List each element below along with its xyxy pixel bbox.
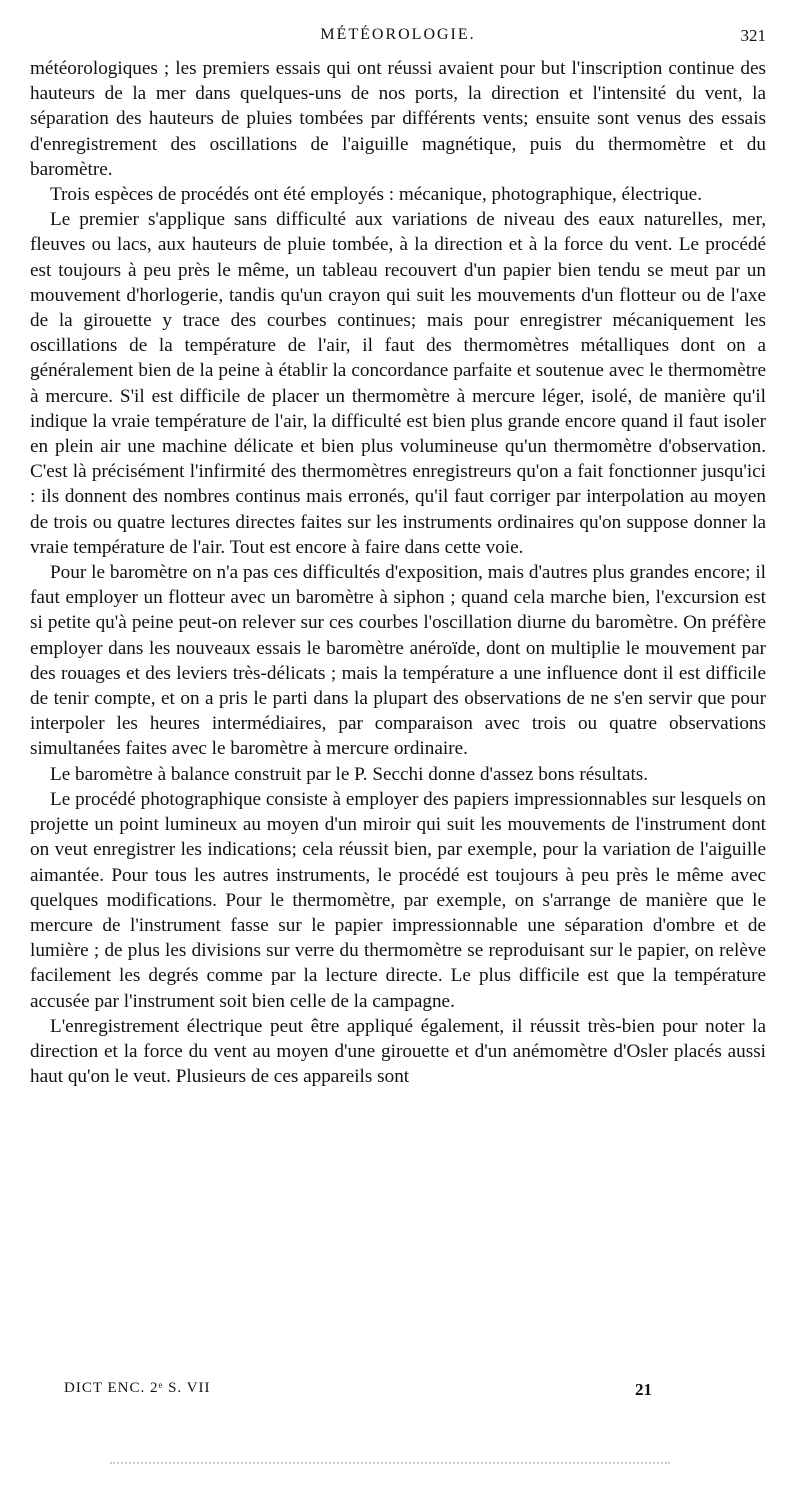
- paragraph: Le baromètre à balance construit par le P. Secchi donne d'assez bons résultats.: [50, 763, 649, 785]
- scan-artifact-marks: [110, 1462, 670, 1466]
- body-text: [30, 56, 766, 1089]
- sheet-number: 21: [635, 1380, 652, 1399]
- running-header: [30, 26, 766, 56]
- paragraph: météorologiques ; les premiers essais qui ont réussi avaient pour but l'inscription continue des hauteurs de la mer dans quelques-uns de nos ports, la direction et l'intensité du vent, la séparation des hauteurs de pluies tombées par différents vents; ensuite sont venus des essais d'enregistrement des oscillations de l'aiguille magnétique, puis du thermomètre et du baromètre.: [30, 58, 766, 180]
- running-title: MÉTÉOROLOGIE.: [320, 26, 476, 43]
- paragraph: Le procédé photographique consiste à employer des papiers impressionnables sur lesquels on projette un point lumineux au moyen d'un miroir qui suit les mouvements de l'instrument dont on veut enregistrer les indications; cela réussit bien, par exemple, pour la variation de l'aiguille aimantée. Pour tous les autres instruments, le procédé est toujours à peu près le même avec quelques modifications. Pour le thermomètre, par exemple, on s'arrange de manière que le mercure de l'instrument fasse sur le papier impressionnable une séparation d'ombre et de lumière ; de plus les divisions sur verre du thermomètre se reproduisant sur le papier, on relève facilement les degrés comme par la lecture directe. Le plus difficile est que la température accusée par l'instrument soit bien celle de la campagne.: [30, 788, 766, 1012]
- paragraph: Le premier s'applique sans difficulté aux variations de niveau des eaux naturelles, mer, fleuves ou lacs, aux hauteurs de pluie tombée, à la direction et à la force du vent. Le procédé est toujours à peu près le même, un tableau recouvert d'un papier bien tendu se meut par un mouvement d'horlogerie, tandis qu'un crayon qui suit les mouvements d'un flotteur ou de l'axe de la girouette y trace des courbes continues; mais pour enregistrer mécaniquement les oscillations de la température de l'air, il faut des thermomètres métalliques dont on a généralement bien de la peine à établir la concordance parfaite et soutenue avec le thermomètre à mercure. S'il est difficile de placer un thermomètre à mercure léger, isolé, de manière qu'il indique la vraie température de l'air, la difficulté est bien plus grande encore quand il faut isoler en plein air une machine délicate et bien plus volumineuse qu'un thermomètre d'observation. C'est là précisément l'infirmité des thermomètres enregistreurs qu'on a fait fonctionner jusqu'ici : ils donnent des nombres continus mais erronés, qu'il faut corriger par interpolation au moyen de trois ou quatre lectures directes faites sur les instruments ordinaires qu'on suppose donner la vraie température de l'air. Tout est encore à faire dans cette voie.: [30, 209, 766, 558]
- paragraph: L'enregistrement électrique peut être appliqué également, il réussit très-bien pour noter la direction et la force du vent au moyen d'une girouette et d'un anémomètre d'Osler placés aussi haut qu'on le veut. Plusieurs de ces appareils sont: [30, 1015, 766, 1088]
- page-footer: [64, 1380, 704, 1397]
- page: [30, 26, 766, 1089]
- printer-signature: DICT ENC. 2ᵉ S. VII: [64, 1380, 211, 1396]
- paragraph: Pour le baromètre on n'a pas ces difficultés d'exposition, mais d'autres plus grandes encore; il faut employer un flotteur avec un baromètre à siphon ; quand cela marche bien, l'excursion est si petite qu'à peine peut-on relever sur ces courbes l'oscillation diurne du baromètre. On préfère employer dans les nouveaux essais le baromètre anéroïde, dont on multiplie le mouvement par des rouages et des leviers très-délicats ; mais la température a une influence dont il est difficile de tenir compte, et on a pris le parti dans la plupart des observations de ne s'en servir que pour interpoler les heures intermédiaires, par comparaison avec trois ou quatre observations simultanées faites avec le baromètre à mercure ordinaire.: [30, 562, 766, 760]
- page-number: 321: [740, 26, 766, 45]
- paragraph: Trois espèces de procédés ont été employés : mécanique, photographique, électrique.: [50, 184, 702, 206]
